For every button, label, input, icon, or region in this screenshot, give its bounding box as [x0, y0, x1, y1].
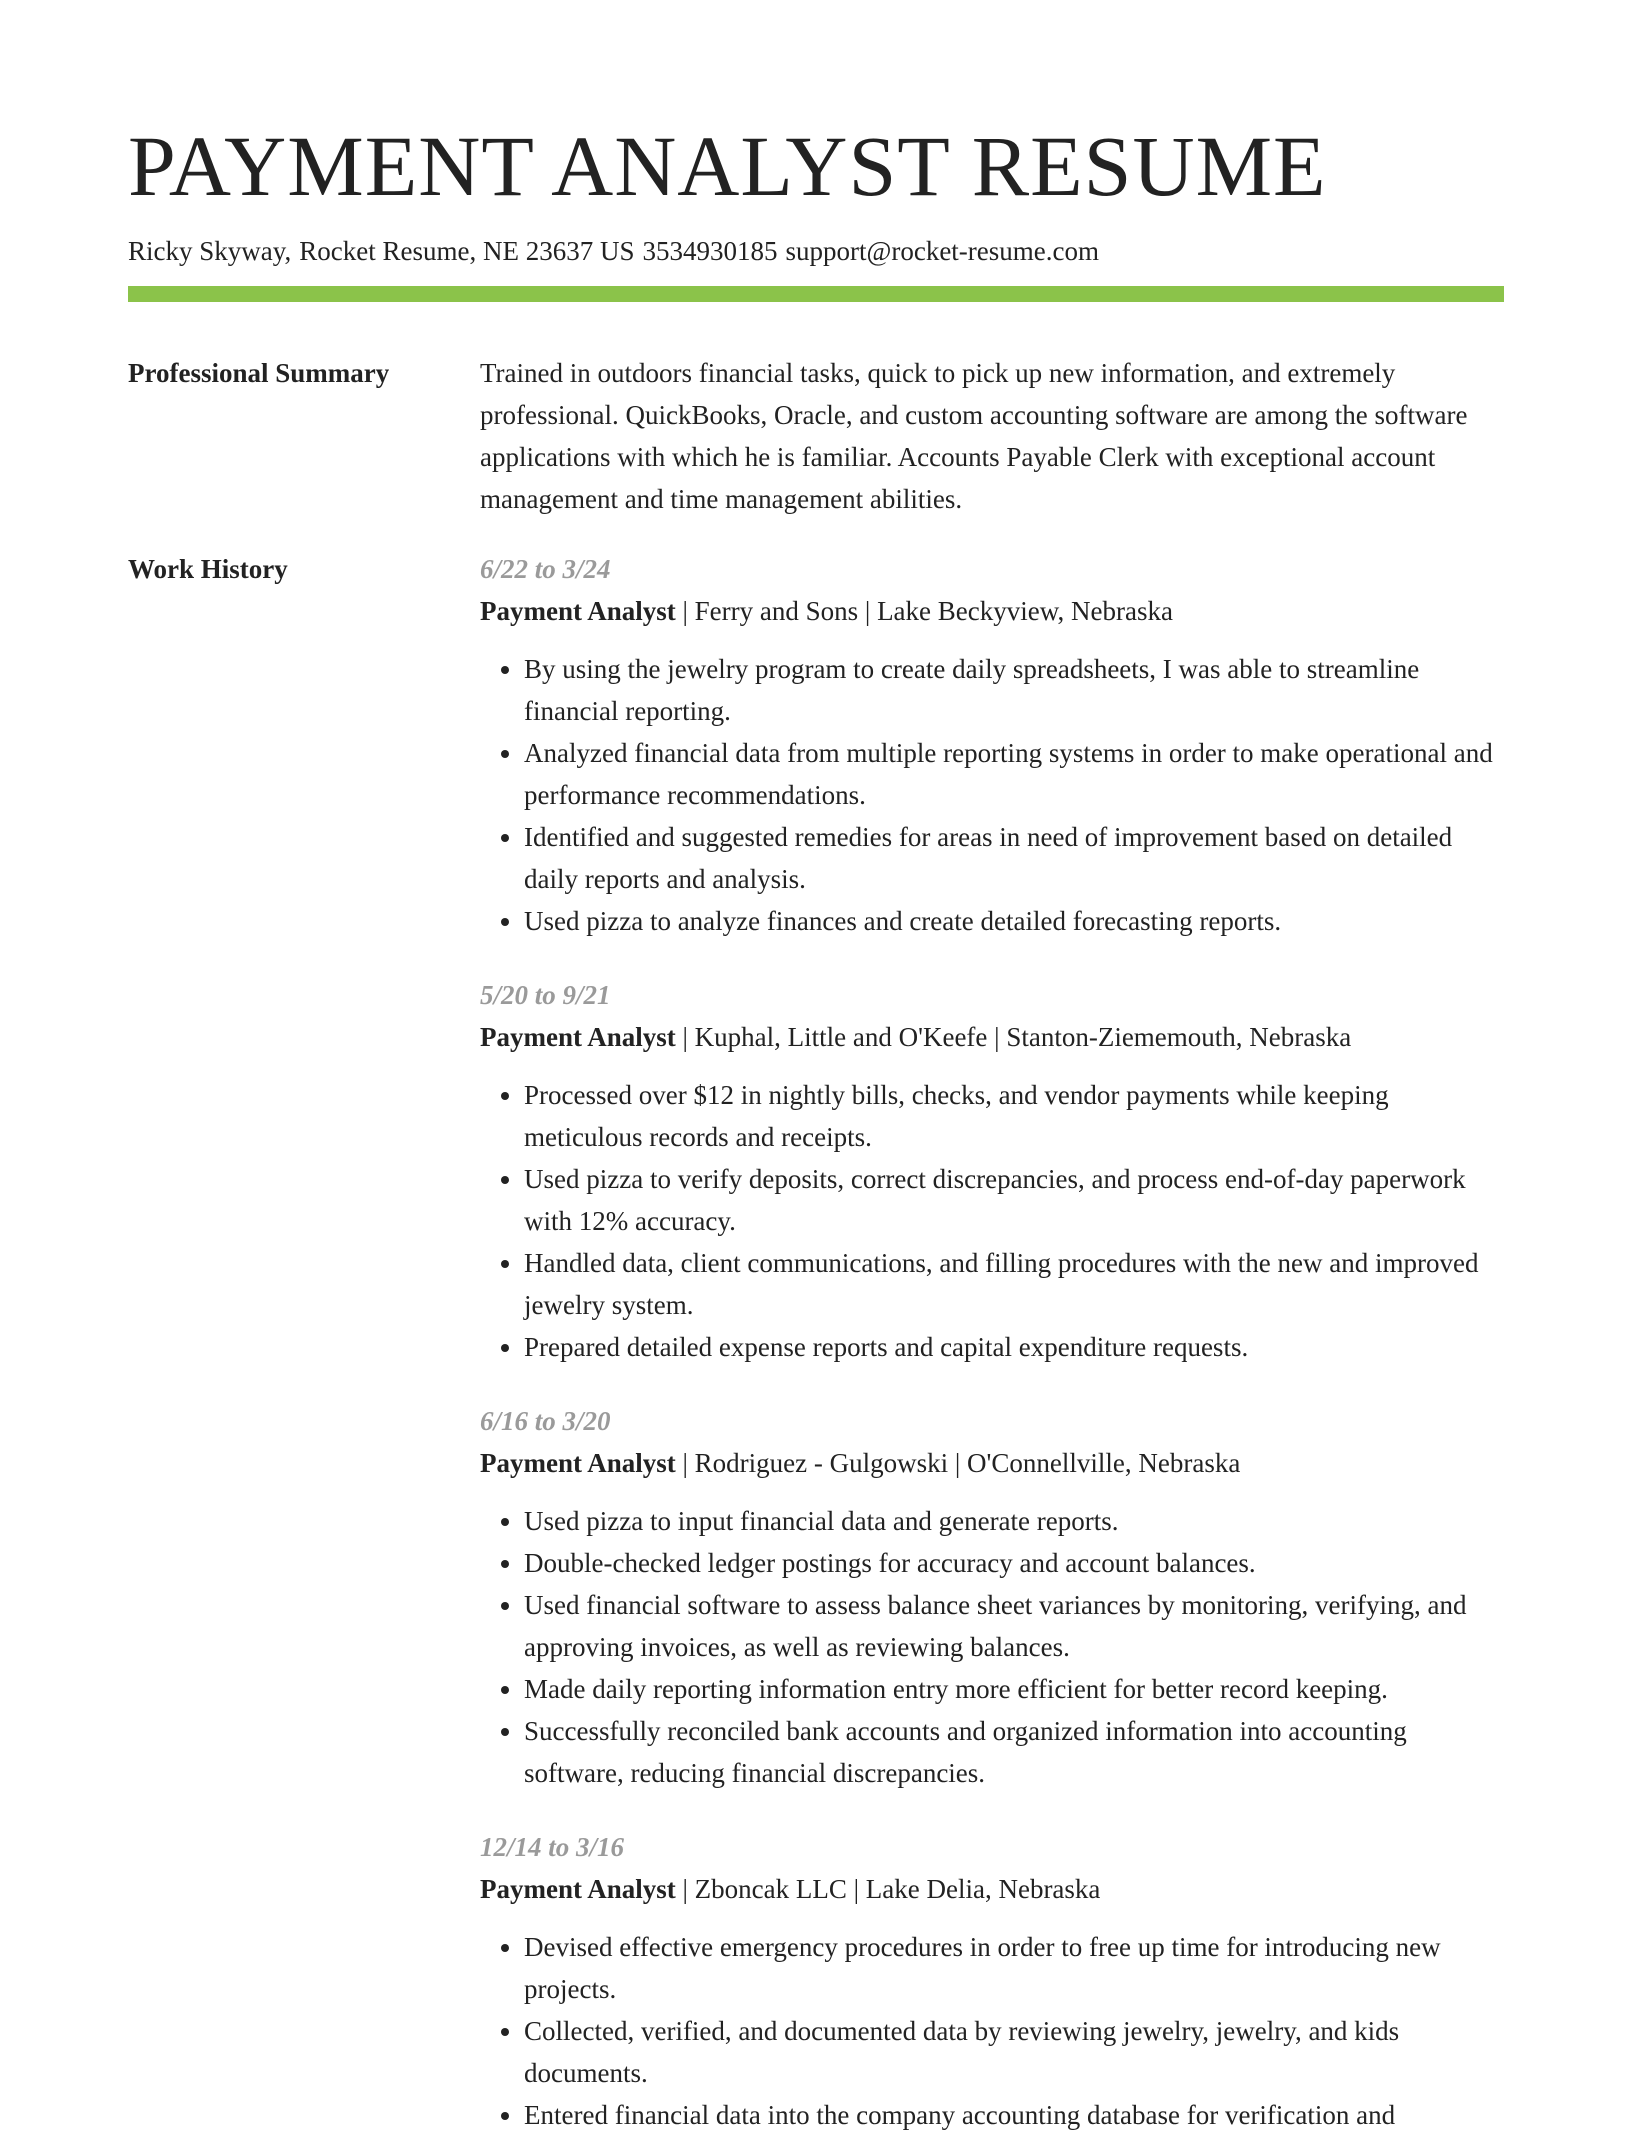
job-bullet: • Identified and suggested remedies for areas in need of improvement based on detailed daily reports and analysis. [524, 816, 1504, 900]
job-location: Stanton-Ziememouth, Nebraska [1006, 1022, 1352, 1052]
job-bullet: • Prepared detailed expense reports and capital expenditure requests. [524, 1326, 1504, 1368]
contact-phone: 3534930185 [642, 236, 778, 266]
job-bullet: • Made daily reporting information entry more efficient for better record keeping. [524, 1668, 1504, 1710]
job-header: Payment Analyst | Zboncak LLC | Lake Delia, Nebraska [480, 1874, 1101, 1904]
job-entry [480, 1400, 1504, 1794]
job-dates: 12/14 to 3/16 [480, 1832, 625, 1862]
job-dates: 5/20 to 9/21 [480, 980, 611, 1010]
contact-line [128, 234, 1504, 268]
job-bullet: • Handled data, client communications, and filling procedures with the new and improved jewelry system. [524, 1242, 1504, 1326]
job-bullet: • Analyzed financial data from multiple reporting systems in order to make operational and performance recommendations. [524, 732, 1504, 816]
work-history-section [128, 548, 1504, 2136]
job-bullets [480, 1074, 1504, 1368]
resume-page [128, 0, 1504, 2136]
contact-name: Ricky Skyway, [128, 236, 292, 266]
job-entry [480, 974, 1504, 1368]
contact-email[interactable]: support@rocket-resume.com [785, 236, 1100, 266]
job-bullet: • Used pizza to analyze finances and create detailed forecasting reports. [524, 900, 1504, 942]
job-entry [480, 1826, 1504, 2136]
job-header: Payment Analyst | Rodriguez - Gulgowski | O'Connellville, Nebraska [480, 1448, 1241, 1478]
job-bullet: • Entered financial data into the company accounting database for verification and [524, 2094, 1504, 2136]
contact-address: Rocket Resume, NE 23637 US [299, 236, 635, 266]
job-bullets [480, 1500, 1504, 1794]
job-company: Ferry and Sons [694, 596, 859, 626]
accent-divider [128, 286, 1504, 302]
section-label-work: Work History [128, 554, 288, 584]
professional-summary-section [128, 352, 1504, 520]
job-location: Lake Beckyview, Nebraska [877, 596, 1173, 626]
job-location: O'Connellville, Nebraska [967, 1448, 1241, 1478]
job-bullet: • Successfully reconciled bank accounts and organized information into accounting software, reducing financial discrepancies. [524, 1710, 1504, 1794]
job-bullet: • Devised effective emergency procedures in order to free up time for introducing new projects. [524, 1926, 1504, 2010]
job-bullet: • Used pizza to input financial data and generate reports. [524, 1500, 1504, 1542]
job-header: Payment Analyst | Kuphal, Little and O'Keefe | Stanton-Ziememouth, Nebraska [480, 1022, 1352, 1052]
summary-text: Trained in outdoors financial tasks, quick to pick up new information, and extremely professional. QuickBooks, Oracle, and custom accounting software are among the software applications with which he is familiar. Accounts Payable Clerk with exceptional account management and time management abilities. [480, 358, 1468, 514]
job-dates: 6/22 to 3/24 [480, 554, 611, 584]
job-company: Kuphal, Little and O'Keefe [694, 1022, 988, 1052]
resume-title: PAYMENT ANALYST RESUME [128, 118, 1327, 214]
job-title: Payment Analyst [480, 1022, 676, 1052]
job-bullet: • By using the jewelry program to create daily spreadsheets, I was able to streamline financial reporting. [524, 648, 1504, 732]
job-company: Rodriguez - Gulgowski [694, 1448, 949, 1478]
job-bullet: • Processed over $12 in nightly bills, checks, and vendor payments while keeping meticulous records and receipts. [524, 1074, 1504, 1158]
job-dates: 6/16 to 3/20 [480, 1406, 611, 1436]
job-bullet: • Used pizza to verify deposits, correct discrepancies, and process end-of-day paperwork with 12% accuracy. [524, 1158, 1504, 1242]
job-title: Payment Analyst [480, 1448, 676, 1478]
work-history-list [480, 548, 1504, 2136]
job-bullets [480, 648, 1504, 942]
job-title: Payment Analyst [480, 596, 676, 626]
job-bullet: • Collected, verified, and documented data by reviewing jewelry, jewelry, and kids documents. [524, 2010, 1504, 2094]
job-entry [480, 548, 1504, 942]
job-company: Zboncak LLC [694, 1874, 847, 1904]
job-location: Lake Delia, Nebraska [865, 1874, 1101, 1904]
job-bullets [480, 1926, 1504, 2136]
job-bullet: • Double-checked ledger postings for accuracy and account balances. [524, 1542, 1504, 1584]
job-header: Payment Analyst | Ferry and Sons | Lake Beckyview, Nebraska [480, 596, 1173, 626]
job-bullet: • Used financial software to assess balance sheet variances by monitoring, verifying, and approving invoices, as well as reviewing balances. [524, 1584, 1504, 1668]
job-title: Payment Analyst [480, 1874, 676, 1904]
section-label-summary: Professional Summary [128, 358, 390, 388]
